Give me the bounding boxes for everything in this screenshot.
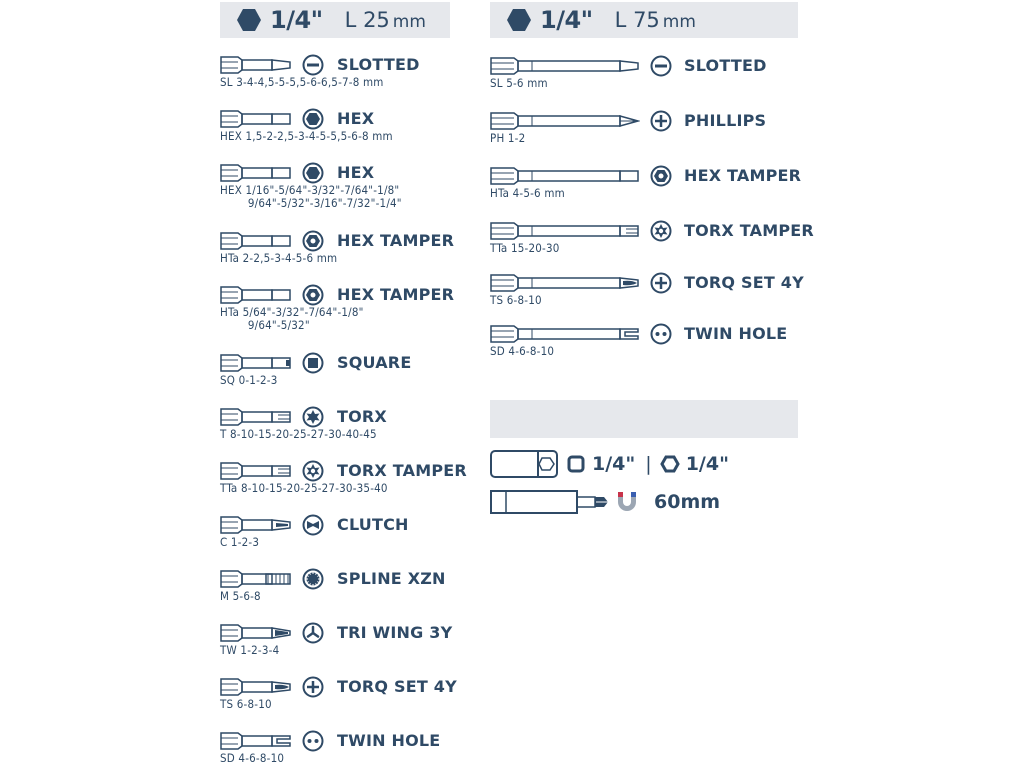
bit-sizes: HEX 1,5-2-2,5-3-4-5-5,5-6-8 mm	[220, 129, 393, 143]
bit-sizes: SL 3-4-4,5-5-5,5-6-6,5-7-8 mm	[220, 75, 384, 89]
bit-sizes: HTa 4-5-6 mm	[490, 186, 565, 200]
torq-set-icon	[302, 676, 324, 702]
bit-type-name: TWIN HOLE	[684, 324, 788, 343]
phillips-icon	[650, 110, 672, 136]
twin-hole-icon	[650, 323, 672, 349]
adapter-separator: |	[645, 453, 652, 475]
bit-sizes: HTa 5/64"-3/32"-7/64"-1/8" 9/64"-5/32"	[220, 305, 364, 332]
hex-shank-icon	[506, 8, 532, 32]
bit-sizes: C 1-2-3	[220, 535, 260, 549]
right-header	[490, 2, 798, 38]
magnet-icon	[614, 490, 640, 514]
bit-sizes: SD 4-6-8-10	[220, 751, 285, 765]
bit-type-name: TRI WING 3Y	[337, 623, 453, 642]
bit-sizes: T 8-10-15-20-25-27-30-40-45	[220, 427, 377, 441]
tri-wing-icon	[302, 622, 324, 648]
bit-type-name: TWIN HOLE	[337, 731, 441, 750]
bit-sizes: PH 1-2	[490, 131, 526, 145]
adapter-left-label: 1/4"	[592, 453, 636, 475]
bit-type-name: TORQ SET 4Y	[684, 273, 804, 292]
bit-type-name: HEX	[337, 109, 375, 128]
holder-length-label: 60mm	[654, 491, 721, 513]
left-header	[220, 2, 450, 38]
torx-tamper-icon	[650, 220, 672, 246]
slotted-icon	[650, 55, 672, 81]
hex-shank-icon	[236, 8, 262, 32]
bit-type-name: TORX TAMPER	[337, 461, 467, 480]
bit-type-name: HEX TAMPER	[337, 285, 455, 304]
bit-sizes: M 5-6-8	[220, 589, 261, 603]
bit-sizes: TTa 8-10-15-20-25-27-30-35-40	[220, 481, 388, 495]
bit-sizes: SD 4-6-8-10	[490, 344, 555, 358]
left-header-length: L 25 mm	[344, 8, 426, 32]
twin-hole-icon	[302, 730, 324, 756]
adapter-row	[490, 450, 729, 478]
left-header-size: 1/4"	[270, 6, 323, 34]
clutch-icon	[302, 514, 324, 540]
bit-type-name: CLUTCH	[337, 515, 409, 534]
bit-type-name: TORX	[337, 407, 387, 426]
accessories-header	[490, 400, 798, 438]
bit-type-name: TORX TAMPER	[684, 221, 814, 240]
square-icon	[302, 352, 324, 378]
bit-type-name: HEX TAMPER	[684, 166, 802, 185]
bit-type-name: PHILLIPS	[684, 111, 767, 130]
bit-type-name: TORQ SET 4Y	[337, 677, 457, 696]
bit-type-name: HEX TAMPER	[337, 231, 455, 250]
right-header-size: 1/4"	[540, 6, 593, 34]
hex-drive-icon	[660, 454, 680, 474]
torq-set-icon	[650, 272, 672, 298]
bit-type-name: SPLINE XZN	[337, 569, 446, 588]
magnetic-bit-holder-icon	[490, 488, 614, 516]
hex-tamper-icon	[650, 165, 672, 191]
right-header-length: L 75 mm	[614, 8, 696, 32]
bit-sizes: TS 6-8-10	[490, 293, 542, 307]
bit-sizes: HTa 2-2,5-3-4-5-6 mm	[220, 251, 338, 265]
bit-sizes: HEX 1/16"-5/64"-3/32"-7/64"-1/8" 9/64"-5/32"-3/16"-7/32"-1/4"	[220, 183, 402, 210]
bit-sizes: TTa 15-20-30	[490, 241, 560, 255]
bit-type-name: SLOTTED	[337, 55, 420, 74]
bit-adapter-icon	[490, 450, 558, 478]
bit-sizes: TW 1-2-3-4	[220, 643, 280, 657]
adapter-right-label: 1/4"	[685, 453, 729, 475]
bit-type-name: SQUARE	[337, 353, 412, 372]
spline-icon	[302, 568, 324, 594]
bit-type-name: SLOTTED	[684, 56, 767, 75]
bit-sizes: SL 5-6 mm	[490, 76, 548, 90]
holder-row	[490, 488, 720, 516]
bit-type-name: HEX	[337, 163, 375, 182]
bit-sizes: SQ 0-1-2-3	[220, 373, 278, 387]
square-drive-icon	[566, 454, 586, 474]
bit-sizes: TS 6-8-10	[220, 697, 272, 711]
